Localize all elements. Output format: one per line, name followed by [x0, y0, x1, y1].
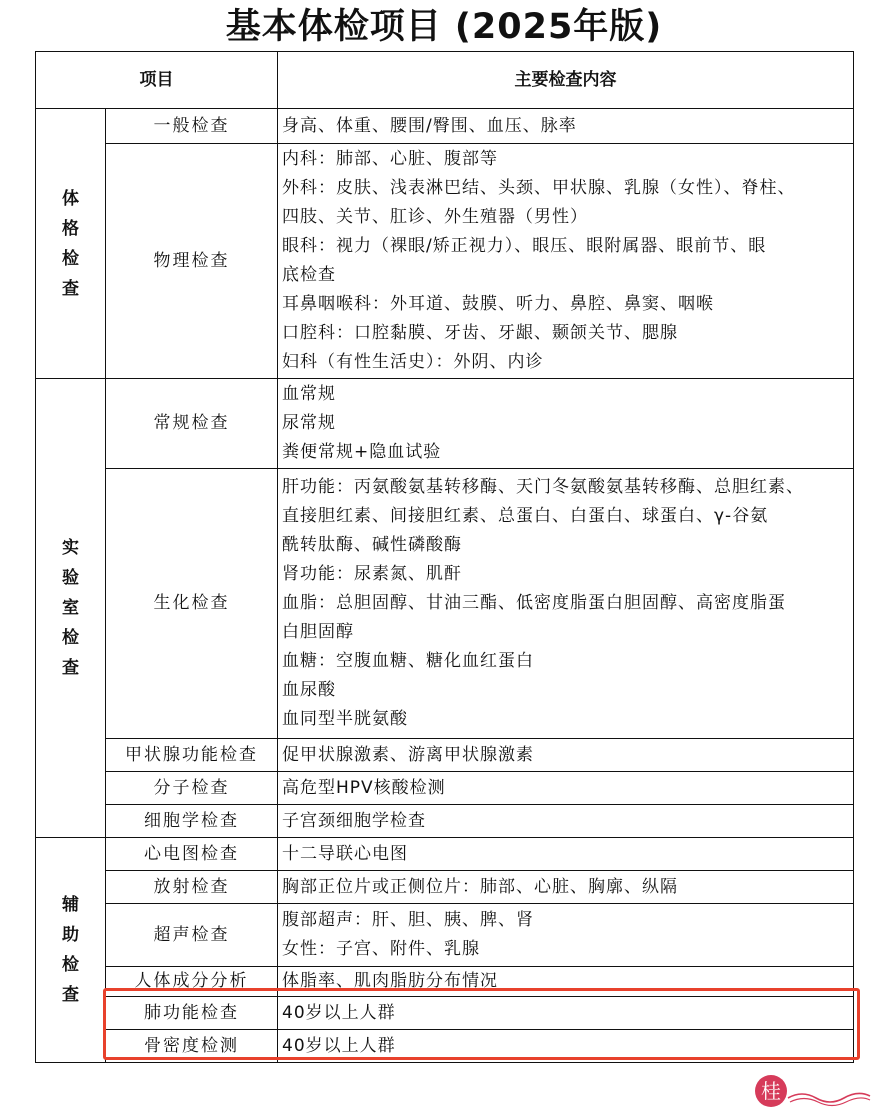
content-line: 内科：肺部、心脏、腹部等 — [282, 149, 498, 169]
content-line: 腹部超声：肝、胆、胰、脾、肾 — [282, 910, 534, 930]
category-cell — [36, 838, 106, 1063]
category-char: 辅 — [62, 895, 79, 915]
page-title: 基本体检项目 (2025年版) — [225, 7, 663, 47]
content-line: 肝功能：丙氨酸氨基转移酶、天门冬氨酸氨基转移酶、总胆红素、 — [282, 477, 804, 497]
item-cell: 生化检查 — [106, 469, 278, 739]
content-line: 血糖：空腹血糖、糖化血红蛋白 — [282, 651, 534, 671]
table-row — [36, 379, 854, 469]
content-line: 女性：子宫、附件、乳腺 — [282, 939, 480, 959]
category-char: 室 — [62, 598, 79, 618]
category-char: 体 — [62, 188, 79, 209]
highlight-box — [103, 988, 860, 1060]
content-line: 血常规 — [282, 384, 336, 404]
content-line: 40岁以上人群 — [282, 1002, 396, 1023]
content-line: 口腔科：口腔黏膜、牙齿、牙龈、颞颌关节、腮腺 — [282, 323, 678, 343]
table-row — [36, 904, 854, 967]
table-header-row — [36, 52, 854, 109]
item-cell: 分子检查 — [106, 772, 278, 805]
item-cell: 超声检查 — [106, 904, 278, 967]
content-line: 身高、体重、腰围/臀围、血压、脉率 — [282, 115, 577, 136]
content-cell — [278, 871, 854, 904]
content-line: 血同型半胱氨酸 — [282, 709, 408, 729]
content-line: 妇科（有性生活史）：外阴、内诊 — [282, 352, 544, 372]
item-cell: 心电图检查 — [106, 838, 278, 871]
table-row — [36, 469, 854, 739]
table-row — [36, 144, 854, 379]
logo-icon — [752, 1072, 872, 1110]
category-char: 检 — [62, 628, 79, 648]
content-line: 眼科：视力（裸眼/矫正视力）、眼压、眼附属器、眼前节、眼 — [282, 236, 767, 256]
content-cell — [278, 109, 854, 144]
item-cell: 肺功能检查 — [106, 997, 278, 1030]
category-char: 助 — [62, 925, 79, 945]
table-row — [36, 838, 854, 871]
category-char: 格 — [62, 218, 79, 239]
content-cell — [278, 469, 854, 739]
table-row — [36, 739, 854, 772]
table-row — [36, 109, 854, 144]
content-line: 体脂率、肌肉脂肪分布情况 — [282, 971, 498, 991]
content-cell — [278, 739, 854, 772]
content-line: 子宫颈细胞学检查 — [282, 810, 426, 831]
content-line: 白胆固醇 — [282, 622, 354, 642]
content-cell — [278, 772, 854, 805]
content-cell — [278, 144, 854, 379]
category-char: 查 — [62, 278, 79, 299]
item-cell: 物理检查 — [106, 144, 278, 379]
table-row — [36, 772, 854, 805]
content-line: 血脂：总胆固醇、甘油三酯、低密度脂蛋白胆固醇、高密度脂蛋 — [282, 593, 786, 613]
item-cell: 一般检查 — [106, 109, 278, 144]
category-char: 检 — [62, 248, 79, 269]
logo-glyph: 桂 — [761, 1079, 781, 1103]
item-cell: 常规检查 — [106, 379, 278, 469]
content-line: 肾功能：尿素氮、肌酐 — [282, 564, 462, 584]
category-cell — [36, 379, 106, 838]
category-char: 验 — [62, 568, 79, 588]
item-cell: 细胞学检查 — [106, 805, 278, 838]
item-cell: 骨密度检测 — [106, 1030, 278, 1063]
category-char: 实 — [62, 538, 79, 558]
content-cell — [278, 805, 854, 838]
content-line: 40岁以上人群 — [282, 1035, 396, 1056]
table-row — [36, 871, 854, 904]
header-item: 项目 — [36, 52, 278, 109]
item-cell: 人体成分分析 — [106, 967, 278, 997]
content-line: 粪便常规+隐血试验 — [282, 442, 442, 462]
content-cell — [278, 838, 854, 871]
item-cell: 甲状腺功能检查 — [106, 739, 278, 772]
content-line: 胸部正位片或正侧位片：肺部、心脏、胸廓、纵隔 — [282, 876, 678, 897]
exam-items-table — [35, 51, 854, 1063]
content-line: 高危型HPV核酸检测 — [282, 777, 446, 798]
category-char: 检 — [62, 955, 79, 975]
category-cell — [36, 109, 106, 379]
content-line: 四肢、关节、肛诊、外生殖器（男性） — [282, 207, 588, 227]
item-cell: 放射检查 — [106, 871, 278, 904]
table-row — [36, 805, 854, 838]
content-line: 直接胆红素、间接胆红素、总蛋白、白蛋白、球蛋白、γ-谷氨 — [282, 506, 769, 526]
content-cell — [278, 379, 854, 469]
content-line: 耳鼻咽喉科：外耳道、鼓膜、听力、鼻腔、鼻窦、咽喉 — [282, 294, 714, 314]
header-content: 主要检查内容 — [278, 52, 854, 109]
content-line: 酰转肽酶、碱性磷酸酶 — [282, 535, 462, 555]
category-char: 查 — [62, 658, 79, 678]
content-line: 血尿酸 — [282, 680, 336, 700]
content-line: 促甲状腺激素、游离甲状腺激素 — [282, 744, 534, 765]
content-line: 十二导联心电图 — [282, 843, 408, 864]
content-line: 外科：皮肤、浅表淋巴结、头颈、甲状腺、乳腺（女性）、脊柱、 — [282, 178, 796, 198]
category-char: 查 — [62, 985, 79, 1005]
content-line: 底检查 — [282, 265, 336, 285]
content-cell — [278, 904, 854, 967]
content-line: 尿常规 — [282, 413, 336, 433]
